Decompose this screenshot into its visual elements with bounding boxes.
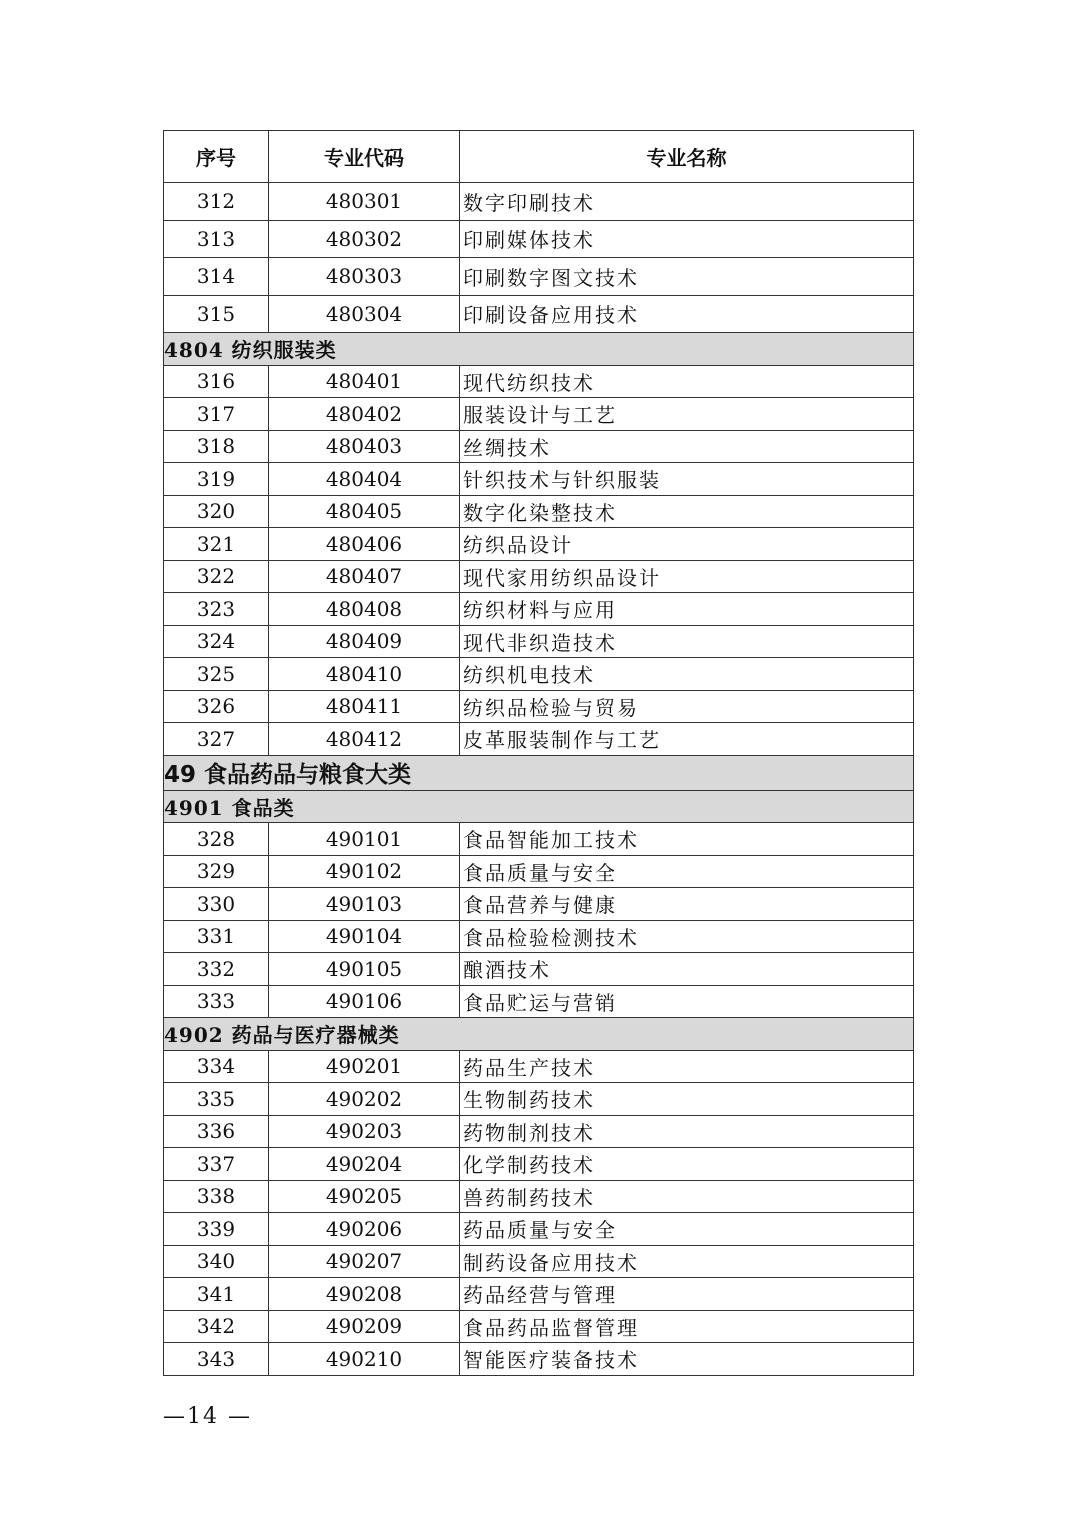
major-name-cell: 食品智能加工技术 <box>460 823 914 856</box>
major-code-cell: 480407 <box>269 560 460 593</box>
table-row <box>164 560 914 593</box>
major-code-cell: 490203 <box>269 1115 460 1148</box>
major-code-cell: 480412 <box>269 723 460 756</box>
major-code-cell: 480408 <box>269 593 460 626</box>
header-serial-number: 序号 <box>164 131 269 183</box>
major-name-cell: 药品质量与安全 <box>460 1213 914 1246</box>
table-row <box>164 463 914 496</box>
table-row <box>164 528 914 561</box>
table-row <box>164 823 914 856</box>
serial-number-cell: 343 <box>164 1343 269 1376</box>
major-name-cell: 药物制剂技术 <box>460 1115 914 1148</box>
serial-number-cell: 331 <box>164 920 269 953</box>
major-name-cell: 食品质量与安全 <box>460 855 914 888</box>
table-row <box>164 855 914 888</box>
major-name-cell: 数字化染整技术 <box>460 495 914 528</box>
table-row <box>164 1278 914 1311</box>
major-code-cell: 490103 <box>269 888 460 921</box>
major-code-cell: 490106 <box>269 985 460 1018</box>
major-category-label: 49 食品药品与粮食大类 <box>164 755 914 790</box>
serial-number-cell: 334 <box>164 1050 269 1083</box>
major-code-cell: 490202 <box>269 1083 460 1116</box>
major-code-cell: 490206 <box>269 1213 460 1246</box>
table-row <box>164 295 914 333</box>
major-name-cell: 纺织品设计 <box>460 528 914 561</box>
header-major-name: 专业名称 <box>460 131 914 183</box>
serial-number-cell: 327 <box>164 723 269 756</box>
major-code-cell: 490201 <box>269 1050 460 1083</box>
major-name-cell: 服装设计与工艺 <box>460 398 914 431</box>
serial-number-cell: 317 <box>164 398 269 431</box>
major-code-cell: 480411 <box>269 690 460 723</box>
serial-number-cell: 324 <box>164 625 269 658</box>
serial-number-cell: 314 <box>164 258 269 296</box>
serial-number-cell: 342 <box>164 1310 269 1343</box>
category-label: 4902 药品与医疗器械类 <box>164 1018 914 1051</box>
majors-table <box>163 130 914 1376</box>
serial-number-cell: 320 <box>164 495 269 528</box>
serial-number-cell: 322 <box>164 560 269 593</box>
major-name-cell: 现代家用纺织品设计 <box>460 560 914 593</box>
major-code-cell: 490105 <box>269 953 460 986</box>
table-header-row <box>164 131 914 183</box>
table-row <box>164 183 914 221</box>
major-code-cell: 490104 <box>269 920 460 953</box>
serial-number-cell: 337 <box>164 1148 269 1181</box>
major-code-cell: 480301 <box>269 183 460 221</box>
major-code-cell: 480409 <box>269 625 460 658</box>
major-code-cell: 490210 <box>269 1343 460 1376</box>
major-name-cell: 生物制药技术 <box>460 1083 914 1116</box>
major-code-cell: 480401 <box>269 365 460 398</box>
table-row <box>164 220 914 258</box>
major-code-cell: 480410 <box>269 658 460 691</box>
serial-number-cell: 335 <box>164 1083 269 1116</box>
serial-number-cell: 323 <box>164 593 269 626</box>
major-code-cell: 480403 <box>269 430 460 463</box>
serial-number-cell: 315 <box>164 295 269 333</box>
serial-number-cell: 336 <box>164 1115 269 1148</box>
major-code-cell: 490204 <box>269 1148 460 1181</box>
serial-number-cell: 338 <box>164 1180 269 1213</box>
major-code-cell: 480304 <box>269 295 460 333</box>
table-row <box>164 1343 914 1376</box>
table-row <box>164 430 914 463</box>
category-row <box>164 790 914 823</box>
table-row <box>164 365 914 398</box>
table-row <box>164 1180 914 1213</box>
serial-number-cell: 318 <box>164 430 269 463</box>
serial-number-cell: 321 <box>164 528 269 561</box>
table-row <box>164 495 914 528</box>
major-name-cell: 酿酒技术 <box>460 953 914 986</box>
table-row <box>164 1245 914 1278</box>
table-row <box>164 398 914 431</box>
major-code-cell: 480406 <box>269 528 460 561</box>
major-code-cell: 480303 <box>269 258 460 296</box>
serial-number-cell: 326 <box>164 690 269 723</box>
serial-number-cell: 312 <box>164 183 269 221</box>
table-row <box>164 593 914 626</box>
major-name-cell: 食品营养与健康 <box>460 888 914 921</box>
major-name-cell: 食品贮运与营销 <box>460 985 914 1018</box>
table-row <box>164 985 914 1018</box>
major-name-cell: 纺织材料与应用 <box>460 593 914 626</box>
table-row <box>164 920 914 953</box>
major-code-cell: 490207 <box>269 1245 460 1278</box>
major-code-cell: 480302 <box>269 220 460 258</box>
category-label: 4901 食品类 <box>164 790 914 823</box>
major-code-cell: 490205 <box>269 1180 460 1213</box>
major-name-cell: 食品检验检测技术 <box>460 920 914 953</box>
major-code-cell: 490208 <box>269 1278 460 1311</box>
major-name-cell: 印刷媒体技术 <box>460 220 914 258</box>
page-number: —14 — <box>163 1404 252 1429</box>
table-row <box>164 723 914 756</box>
serial-number-cell: 341 <box>164 1278 269 1311</box>
major-code-cell: 490101 <box>269 823 460 856</box>
major-code-cell: 480402 <box>269 398 460 431</box>
table-row <box>164 953 914 986</box>
major-code-cell: 480404 <box>269 463 460 496</box>
serial-number-cell: 332 <box>164 953 269 986</box>
major-name-cell: 纺织机电技术 <box>460 658 914 691</box>
serial-number-cell: 319 <box>164 463 269 496</box>
major-name-cell: 化学制药技术 <box>460 1148 914 1181</box>
table-row <box>164 1050 914 1083</box>
major-name-cell: 皮革服装制作与工艺 <box>460 723 914 756</box>
major-name-cell: 食品药品监督管理 <box>460 1310 914 1343</box>
serial-number-cell: 340 <box>164 1245 269 1278</box>
table-row <box>164 690 914 723</box>
major-name-cell: 纺织品检验与贸易 <box>460 690 914 723</box>
serial-number-cell: 328 <box>164 823 269 856</box>
major-name-cell: 丝绸技术 <box>460 430 914 463</box>
major-name-cell: 药品经营与管理 <box>460 1278 914 1311</box>
major-name-cell: 印刷设备应用技术 <box>460 295 914 333</box>
category-row <box>164 333 914 366</box>
major-name-cell: 药品生产技术 <box>460 1050 914 1083</box>
category-label: 4804 纺织服装类 <box>164 333 914 366</box>
table-row <box>164 658 914 691</box>
serial-number-cell: 333 <box>164 985 269 1018</box>
major-name-cell: 数字印刷技术 <box>460 183 914 221</box>
major-name-cell: 兽药制药技术 <box>460 1180 914 1213</box>
table-row <box>164 1310 914 1343</box>
major-name-cell: 现代非织造技术 <box>460 625 914 658</box>
major-category-row <box>164 755 914 790</box>
major-code-cell: 490102 <box>269 855 460 888</box>
category-row <box>164 1018 914 1051</box>
table-row <box>164 1213 914 1246</box>
major-code-cell: 480405 <box>269 495 460 528</box>
table-row <box>164 1115 914 1148</box>
serial-number-cell: 329 <box>164 855 269 888</box>
table-row <box>164 1148 914 1181</box>
major-code-cell: 490209 <box>269 1310 460 1343</box>
serial-number-cell: 316 <box>164 365 269 398</box>
major-name-cell: 制药设备应用技术 <box>460 1245 914 1278</box>
serial-number-cell: 313 <box>164 220 269 258</box>
major-name-cell: 印刷数字图文技术 <box>460 258 914 296</box>
major-name-cell: 智能医疗装备技术 <box>460 1343 914 1376</box>
serial-number-cell: 330 <box>164 888 269 921</box>
header-major-code: 专业代码 <box>269 131 460 183</box>
table-row <box>164 625 914 658</box>
serial-number-cell: 325 <box>164 658 269 691</box>
table-row <box>164 258 914 296</box>
serial-number-cell: 339 <box>164 1213 269 1246</box>
major-name-cell: 针织技术与针织服装 <box>460 463 914 496</box>
table-body <box>164 183 914 1376</box>
table-row <box>164 888 914 921</box>
major-name-cell: 现代纺织技术 <box>460 365 914 398</box>
table-row <box>164 1083 914 1116</box>
